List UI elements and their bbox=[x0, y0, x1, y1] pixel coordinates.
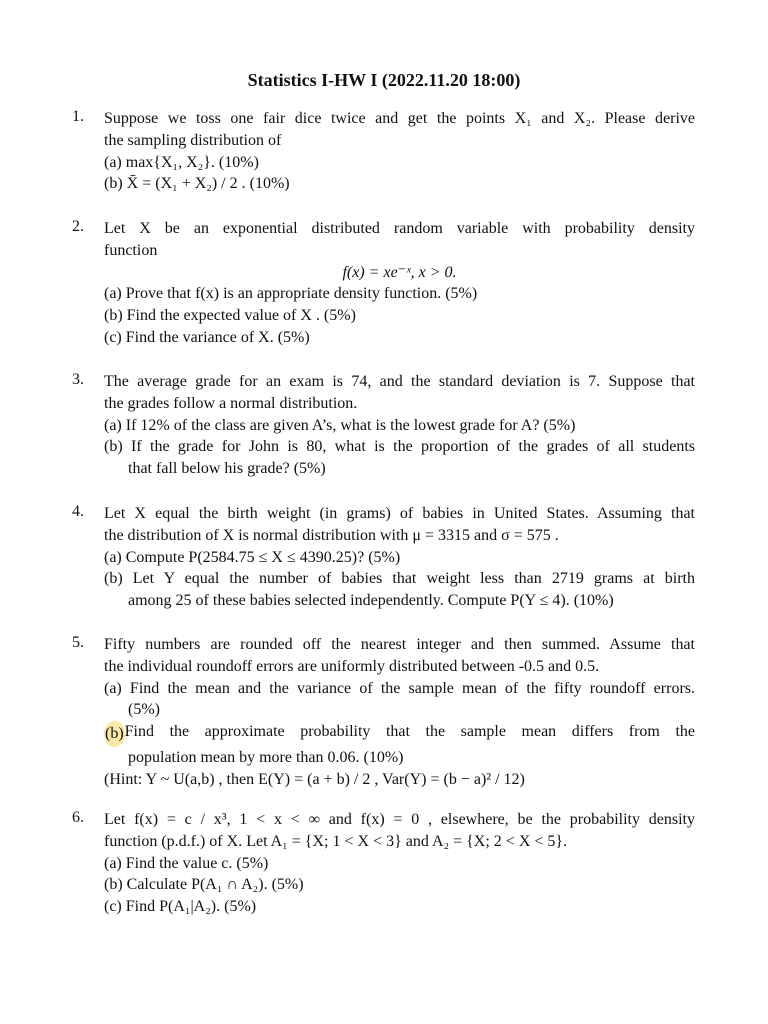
question-text: The average grade for an exam is 74, and the standard deviation is 7. Suppose that bbox=[104, 373, 695, 390]
question-number: 6. bbox=[72, 809, 84, 826]
subquestion-a: (a) Find the value c. (5%) bbox=[104, 854, 269, 872]
question-text: the sampling distribution of bbox=[104, 131, 282, 149]
page-title: Statistics I-HW I (2022.11.20 18:00) bbox=[247, 70, 521, 90]
question-5 bbox=[72, 634, 695, 791]
subquestion-b: (b) X̄ = (X₁ + X₂) / 2 . (10%) bbox=[104, 175, 290, 193]
subquestion-b: Find the approximate probability that the sample mean differs from the bbox=[124, 723, 695, 741]
question-number: 3. bbox=[72, 371, 84, 388]
subquestion-b-cont: that fall below his grade? (5%) bbox=[128, 460, 326, 478]
subquestion-b: (b) Let Y equal the number of babies that weight less than 2719 grams at birth bbox=[104, 570, 695, 588]
question-text: function (p.d.f.) of X. Let A₁ = {X; 1 < X < 3} and A₂ = {X; 2 < X < 5}. bbox=[104, 832, 568, 850]
subquestion-b-row bbox=[104, 721, 695, 747]
subquestion-a: (a) Compute P(2584.75 ≤ X ≤ 4390.25)? (5%) bbox=[104, 548, 401, 566]
subquestion-a: (a) Prove that f(x) is an appropriate density function. (5%) bbox=[104, 285, 478, 303]
question-text: Let X equal the birth weight (in grams) of babies in United States. Assuming that bbox=[104, 505, 695, 522]
question-3 bbox=[72, 371, 695, 480]
question-text: Let X be an exponential distributed random variable with probability density bbox=[104, 220, 695, 237]
subquestion-a: (a) max{X₁, X₂}. (10%) bbox=[104, 153, 259, 171]
density-formula: f(x) = xe⁻ˣ, x > 0. bbox=[342, 263, 457, 281]
question-text: function bbox=[104, 241, 158, 259]
subquestion-c: (c) Find the variance of X. (5%) bbox=[104, 328, 310, 346]
question-text: the distribution of X is normal distribution with μ = 3315 and σ = 575 . bbox=[104, 526, 559, 544]
question-number: 5. bbox=[72, 634, 84, 651]
question-text: Let f(x) = c / x³, 1 < x < ∞ and f(x) = 0 , elsewhere, be the probability density bbox=[104, 811, 695, 828]
question-1 bbox=[72, 108, 695, 195]
question-text: Suppose we toss one fair dice twice and get the points X₁ and X₂. Please derive bbox=[104, 110, 695, 127]
question-number: 2. bbox=[72, 218, 84, 235]
question-2 bbox=[72, 218, 695, 349]
subquestion-a: (a) If 12% of the class are given A’s, what is the lowest grade for A? (5%) bbox=[104, 416, 576, 434]
highlight-marker: (b) bbox=[104, 721, 125, 747]
question-number: 1. bbox=[72, 108, 84, 125]
subquestion-b-cont: among 25 of these babies selected independently. Compute P(Y ≤ 4). (10%) bbox=[128, 592, 614, 610]
question-text: Fifty numbers are rounded off the nearest integer and then summed. Assume that bbox=[104, 636, 695, 653]
question-text: the individual roundoff errors are uniformly distributed between -0.5 and 0.5. bbox=[104, 657, 600, 675]
question-4 bbox=[72, 503, 695, 612]
question-text: the grades follow a normal distribution. bbox=[104, 394, 358, 412]
question-6 bbox=[72, 809, 695, 918]
subquestion-c: (c) Find P(A₁|A₂). (5%) bbox=[104, 898, 257, 916]
question-number: 4. bbox=[72, 503, 84, 520]
subquestion-b: (b) Find the expected value of X . (5%) bbox=[104, 307, 356, 325]
subquestion-a-cont: (5%) bbox=[128, 701, 160, 719]
subquestion-b-cont: population mean by more than 0.06. (10%) bbox=[128, 748, 404, 766]
subquestion-b: (b) Calculate P(A₁ ∩ A₂). (5%) bbox=[104, 876, 304, 894]
hint: (Hint: Y ~ U(a,b) , then E(Y) = (a + b) / 2 , Var(Y) = (b − a)² / 12) bbox=[104, 770, 525, 788]
subquestion-a: (a) Find the mean and the variance of the sample mean of the fifty roundoff errors. bbox=[104, 679, 695, 697]
subquestion-b: (b) If the grade for John is 80, what is the proportion of the grades of all students bbox=[104, 438, 695, 456]
